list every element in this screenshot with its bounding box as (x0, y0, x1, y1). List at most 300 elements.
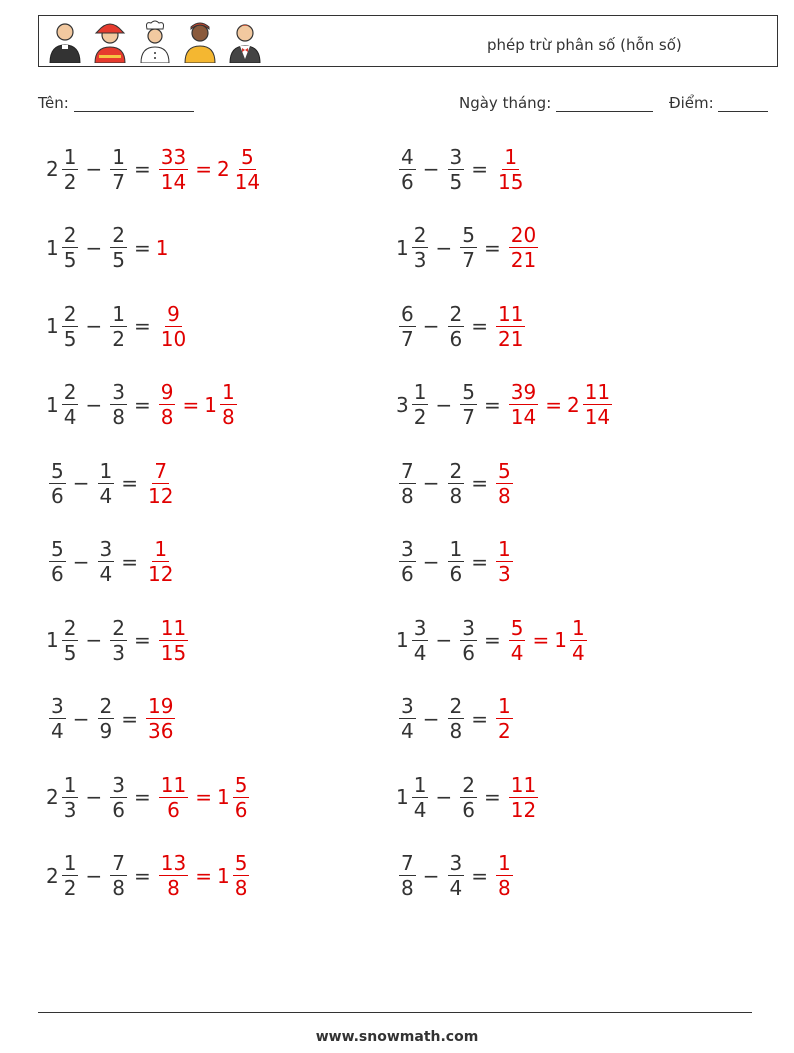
footer-url: www.snowmath.com (315, 1029, 479, 1045)
minuend-whole: 1 (396, 235, 409, 260)
subtrahend-fraction (110, 773, 127, 822)
mixed-answer-fraction (220, 380, 237, 429)
answer-equals-sign: = (545, 392, 562, 417)
subtrahend-denominator: 6 (462, 640, 475, 665)
minuend-fraction (49, 459, 66, 508)
minuend-fraction (399, 302, 416, 351)
mixed-answer-whole: 1 (216, 863, 230, 888)
minus-sign: − (85, 392, 103, 417)
answer-fraction (146, 459, 175, 508)
mixed-answer-numerator: 5 (241, 144, 254, 169)
subtrahend-denominator: 6 (449, 326, 463, 351)
answer (143, 459, 177, 508)
subtrahend-fraction (110, 145, 127, 194)
answer-denominator: 21 (498, 326, 524, 351)
minuend-denominator: 3 (413, 248, 427, 272)
mixed-answer-numerator: 5 (234, 772, 248, 797)
subtrahend-fraction (110, 616, 127, 665)
subtrahend-denominator: 7 (462, 405, 475, 429)
minus-sign: − (72, 549, 90, 574)
mixed-answer-whole: 2 (216, 157, 230, 181)
score-blank[interactable] (718, 97, 768, 112)
mixed-answer-denominator: 4 (571, 640, 585, 665)
subtrahend-fraction (110, 851, 127, 900)
mixed-answer-denominator: 8 (234, 876, 248, 900)
minus-sign: − (85, 314, 103, 338)
answer-numerator: 19 (148, 694, 174, 718)
answer-denominator: 12 (510, 797, 537, 822)
answer-numerator: 13 (160, 851, 187, 875)
minuend-denominator: 2 (63, 876, 77, 900)
minuend-numerator: 7 (401, 851, 414, 875)
equals-sign: = (483, 785, 501, 809)
subtrahend-denominator: 4 (99, 562, 113, 586)
answer-numerator: 1 (498, 694, 511, 718)
minuend-numerator: 5 (51, 458, 64, 483)
subtrahend-numerator: 2 (449, 301, 463, 326)
problem-item (46, 294, 190, 358)
problem-item (396, 137, 527, 201)
mixed-answer-denominator: 14 (584, 405, 611, 429)
subtrahend-numerator: 5 (462, 380, 475, 404)
mixed-answer-fraction (583, 380, 612, 429)
answer-numerator: 11 (160, 772, 187, 797)
subtrahend-numerator: 1 (112, 301, 125, 326)
minus-sign: − (422, 471, 440, 495)
equals-sign: = (133, 785, 151, 809)
chef-avatar-icon (135, 19, 175, 63)
answer-denominator: 21 (510, 248, 537, 272)
minuend-denominator: 6 (401, 562, 414, 586)
subtrahend-denominator: 8 (449, 483, 463, 508)
minuend-whole: 3 (396, 392, 409, 417)
minuend-denominator: 7 (401, 326, 414, 351)
subtrahend-numerator: 7 (112, 851, 125, 875)
equals-sign: = (133, 157, 151, 181)
mixed-answer-whole: 1 (204, 392, 217, 417)
minus-sign: − (85, 628, 103, 652)
avatar-strip (45, 19, 265, 63)
subtrahend-denominator: 2 (112, 326, 125, 351)
answer (493, 459, 515, 508)
minuend-denominator: 3 (63, 797, 77, 822)
equals-sign: = (121, 549, 138, 574)
answer-denominator: 36 (148, 719, 174, 743)
date-field[interactable] (459, 94, 653, 112)
minuend-denominator: 5 (63, 640, 77, 665)
answer-denominator: 15 (160, 640, 187, 665)
minuend-denominator: 6 (401, 169, 414, 194)
subtrahend-denominator: 5 (112, 248, 125, 272)
answer-numerator: 9 (167, 301, 180, 326)
worksheet-title: phép trừ phân số (hỗn số) (487, 36, 682, 54)
answer-denominator: 10 (160, 326, 187, 351)
problem-item (396, 530, 515, 594)
answer-numerator: 11 (510, 772, 537, 797)
subtrahend-fraction (98, 459, 115, 508)
worksheet-header (38, 15, 778, 67)
minuend-denominator: 5 (63, 326, 77, 351)
subtrahend-denominator: 7 (112, 169, 125, 194)
problem-item (396, 687, 515, 751)
equals-sign: = (133, 628, 151, 652)
subtrahend-numerator: 2 (449, 694, 463, 718)
mixed-answer-denominator: 6 (234, 797, 248, 822)
priest-avatar-icon (45, 19, 85, 63)
answer-denominator: 2 (498, 719, 511, 743)
answer-numerator: 1 (498, 537, 511, 561)
subtrahend-numerator: 1 (112, 144, 125, 169)
answer (506, 380, 614, 429)
equals-sign: = (121, 706, 138, 731)
subtrahend-fraction (448, 459, 465, 508)
minuend-numerator: 7 (401, 458, 414, 483)
answer (156, 236, 169, 260)
equals-sign: = (133, 235, 151, 260)
answer-numerator: 5 (498, 458, 511, 483)
subtrahend-denominator: 6 (112, 797, 125, 822)
equals-sign: = (483, 392, 501, 417)
answer-fraction (496, 851, 513, 900)
answer-fraction (509, 380, 538, 429)
minuend-denominator: 4 (413, 797, 427, 822)
minuend-whole: 1 (396, 628, 409, 652)
equals-sign: = (483, 235, 501, 260)
answer-numerator: 33 (160, 144, 187, 169)
score-label: Điểm: (669, 94, 714, 112)
answer-numerator: 11 (498, 301, 524, 326)
problem-item (46, 765, 251, 829)
problem-item (396, 844, 515, 908)
minus-sign: − (435, 392, 453, 417)
minuend-numerator: 1 (63, 851, 77, 875)
minus-sign: − (422, 549, 440, 574)
answer-denominator: 3 (498, 562, 511, 586)
subtrahend-fraction (448, 851, 465, 900)
answer (156, 302, 190, 351)
minuend-fraction (49, 694, 66, 743)
answer-fraction (159, 851, 188, 900)
answer-fraction (146, 537, 175, 586)
minuend-denominator: 6 (51, 483, 64, 508)
minuend-denominator: 4 (401, 719, 414, 743)
worker-avatar-icon (180, 19, 220, 63)
answer (156, 380, 239, 429)
mixed-answer-denominator: 14 (234, 169, 261, 194)
minus-sign: − (85, 157, 103, 181)
answer-denominator: 4 (510, 640, 524, 665)
problem-item (46, 137, 264, 201)
minuend-numerator: 1 (413, 380, 427, 404)
minuend-numerator: 3 (51, 694, 64, 718)
subtrahend-denominator: 3 (112, 640, 125, 665)
subtrahend-fraction (448, 145, 465, 194)
subtrahend-fraction (460, 380, 477, 429)
minuend-whole: 2 (46, 863, 59, 888)
problem-item (46, 373, 239, 437)
problem-item (396, 216, 540, 280)
equals-sign: = (471, 706, 488, 731)
minuend-fraction (62, 380, 79, 429)
footer-divider (38, 1012, 752, 1013)
answer (493, 302, 527, 351)
minuend-denominator: 6 (51, 562, 64, 586)
mixed-answer-numerator: 1 (221, 380, 235, 404)
subtrahend-fraction (98, 694, 115, 743)
minuend-denominator: 5 (63, 248, 77, 272)
minus-sign: − (85, 863, 103, 888)
answer-denominator: 6 (167, 797, 180, 822)
subtrahend-numerator: 3 (99, 537, 113, 561)
problem-item (396, 294, 527, 358)
subtrahend-fraction (460, 223, 477, 272)
minuend-numerator: 2 (63, 223, 77, 247)
subtrahend-fraction (98, 537, 115, 586)
minuend-whole: 1 (46, 314, 59, 338)
mixed-answer-fraction (233, 851, 250, 900)
answer-denominator: 8 (498, 876, 511, 900)
answer-denominator: 14 (510, 405, 537, 429)
answer-equals-sign: = (195, 785, 212, 809)
answer (156, 145, 264, 194)
answer-fraction (146, 694, 175, 743)
answer-denominator: 12 (148, 562, 174, 586)
problem-item (46, 608, 190, 672)
waiter-avatar-icon (225, 19, 265, 63)
answer-numerator: 11 (160, 615, 187, 640)
minuend-numerator: 3 (413, 615, 427, 640)
equals-sign: = (471, 471, 488, 495)
answer-fraction (159, 616, 188, 665)
equals-sign: = (471, 314, 488, 338)
minuend-fraction (62, 616, 79, 665)
equals-sign: = (471, 157, 488, 181)
subtrahend-numerator: 2 (112, 223, 125, 247)
answer (493, 851, 515, 900)
minus-sign: − (435, 785, 453, 809)
problem-item (396, 608, 589, 672)
problem-item (396, 373, 614, 437)
answer-equals-sign: = (182, 392, 200, 417)
answer (156, 773, 252, 822)
problem-item (46, 216, 168, 280)
answer-denominator: 12 (148, 483, 174, 508)
minuend-denominator: 4 (63, 405, 77, 429)
subtrahend-numerator: 3 (112, 772, 125, 797)
subtrahend-fraction (460, 616, 477, 665)
mixed-answer-whole: 1 (216, 785, 230, 809)
minus-sign: − (422, 706, 440, 731)
equals-sign: = (471, 863, 488, 888)
minuend-numerator: 2 (63, 380, 77, 404)
minuend-numerator: 3 (401, 537, 414, 561)
minuend-whole: 1 (46, 235, 59, 260)
subtrahend-numerator: 5 (462, 223, 475, 247)
mixed-answer-numerator: 11 (584, 380, 611, 404)
subtrahend-denominator: 4 (449, 876, 463, 900)
minus-sign: − (85, 235, 103, 260)
answer-numerator: 1 (154, 537, 168, 561)
subtrahend-numerator: 3 (112, 380, 125, 404)
equals-sign: = (133, 392, 151, 417)
mixed-answer-fraction (233, 145, 262, 194)
mixed-answer-whole: 2 (566, 392, 580, 417)
minuend-denominator: 4 (51, 719, 64, 743)
subtrahend-numerator: 1 (449, 537, 463, 561)
answer-equals-sign: = (195, 863, 212, 888)
minus-sign: − (422, 314, 440, 338)
answer (506, 616, 589, 665)
answer-whole: 1 (155, 235, 169, 260)
subtrahend-fraction (110, 302, 127, 351)
minuend-denominator: 4 (413, 640, 427, 665)
subtrahend-denominator: 4 (99, 483, 113, 508)
answer-numerator: 20 (510, 223, 537, 247)
minuend-fraction (399, 459, 416, 508)
subtrahend-numerator: 3 (449, 851, 463, 875)
subtrahend-fraction (448, 694, 465, 743)
subtrahend-denominator: 6 (462, 797, 475, 822)
subtrahend-denominator: 8 (112, 876, 125, 900)
minuend-fraction (62, 851, 79, 900)
equals-sign: = (471, 549, 488, 574)
minus-sign: − (422, 157, 440, 181)
minus-sign: − (72, 471, 90, 495)
subtrahend-fraction (448, 537, 465, 586)
answer-fraction (496, 459, 513, 508)
minuend-fraction (62, 223, 79, 272)
answer (493, 537, 515, 586)
minuend-whole: 1 (46, 628, 59, 652)
minuend-whole: 1 (396, 785, 409, 809)
minuend-fraction (399, 145, 416, 194)
mixed-answer-fraction (570, 616, 587, 665)
firefighter-avatar-icon (90, 19, 130, 63)
answer-fraction (496, 694, 513, 743)
minuend-whole: 2 (46, 157, 59, 181)
minuend-numerator: 4 (401, 144, 414, 169)
name-blank[interactable] (74, 97, 194, 112)
subtrahend-numerator: 1 (99, 458, 113, 483)
subtrahend-fraction (110, 380, 127, 429)
minuend-whole: 1 (46, 392, 59, 417)
answer-fraction (509, 223, 538, 272)
subtrahend-fraction (110, 223, 127, 272)
mixed-answer-whole: 1 (554, 628, 567, 652)
minuend-fraction (62, 145, 79, 194)
equals-sign: = (133, 314, 151, 338)
minus-sign: − (85, 785, 103, 809)
problem-item (396, 451, 515, 515)
answer-fraction (509, 773, 538, 822)
mixed-answer-denominator: 8 (221, 405, 235, 429)
minuend-fraction (412, 616, 429, 665)
answer-equals-sign: = (532, 628, 550, 652)
answer-numerator: 39 (510, 380, 537, 404)
minus-sign: − (435, 628, 453, 652)
minuend-numerator: 1 (63, 772, 77, 797)
subtrahend-denominator: 7 (462, 248, 475, 272)
answer (143, 537, 177, 586)
answer-fraction (159, 145, 188, 194)
name-field[interactable] (38, 94, 194, 112)
minus-sign: − (72, 706, 90, 731)
minuend-denominator: 8 (401, 483, 414, 508)
answer-fraction (496, 145, 525, 194)
minuend-numerator: 2 (63, 615, 77, 640)
answer (493, 145, 527, 194)
answer-denominator: 8 (160, 405, 174, 429)
minuend-fraction (412, 773, 429, 822)
subtrahend-numerator: 3 (449, 144, 463, 169)
subtrahend-numerator: 2 (99, 694, 113, 718)
date-blank[interactable] (556, 97, 653, 112)
minus-sign: − (435, 235, 453, 260)
subtrahend-numerator: 2 (449, 458, 463, 483)
minuend-fraction (399, 851, 416, 900)
answer-denominator: 14 (160, 169, 187, 194)
subtrahend-fraction (460, 773, 477, 822)
subtrahend-fraction (448, 302, 465, 351)
problem-item (396, 765, 540, 829)
answer-numerator: 5 (510, 615, 524, 640)
answer-numerator: 1 (504, 144, 518, 169)
mixed-answer-fraction (233, 773, 250, 822)
answer-fraction (509, 616, 526, 665)
answer (156, 616, 190, 665)
mixed-answer-numerator: 1 (571, 615, 585, 640)
minuend-fraction (49, 537, 66, 586)
minuend-fraction (62, 302, 79, 351)
minuend-numerator: 5 (51, 537, 64, 561)
subtrahend-numerator: 3 (462, 615, 475, 640)
mixed-answer-numerator: 5 (234, 851, 248, 875)
answer-numerator: 9 (160, 380, 174, 404)
subtrahend-denominator: 9 (99, 719, 113, 743)
equals-sign: = (121, 471, 138, 495)
minuend-numerator: 6 (401, 301, 414, 326)
problem-item (46, 844, 251, 908)
problem-item (46, 687, 177, 751)
answer (506, 223, 540, 272)
minuend-numerator: 1 (63, 144, 77, 169)
subtrahend-denominator: 6 (449, 562, 463, 586)
answer (156, 851, 252, 900)
minuend-numerator: 2 (63, 301, 77, 326)
date-label: Ngày tháng: (459, 94, 552, 112)
minuend-denominator: 2 (63, 169, 77, 194)
answer-denominator: 8 (498, 483, 511, 508)
problem-item (46, 451, 177, 515)
minuend-fraction (412, 223, 429, 272)
equals-sign: = (133, 863, 151, 888)
subtrahend-denominator: 8 (449, 719, 463, 743)
minuend-fraction (412, 380, 429, 429)
answer-fraction (496, 537, 513, 586)
score-field[interactable] (669, 94, 768, 112)
answer-numerator: 7 (154, 458, 168, 483)
name-label: Tên: (38, 94, 69, 112)
minuend-denominator: 2 (413, 405, 427, 429)
answer (493, 694, 515, 743)
minuend-fraction (399, 694, 416, 743)
answer-fraction (159, 302, 188, 351)
answer-fraction (496, 302, 525, 351)
minuend-numerator: 2 (413, 223, 427, 247)
minuend-numerator: 1 (413, 772, 427, 797)
minuend-fraction (399, 537, 416, 586)
minuend-fraction (62, 773, 79, 822)
